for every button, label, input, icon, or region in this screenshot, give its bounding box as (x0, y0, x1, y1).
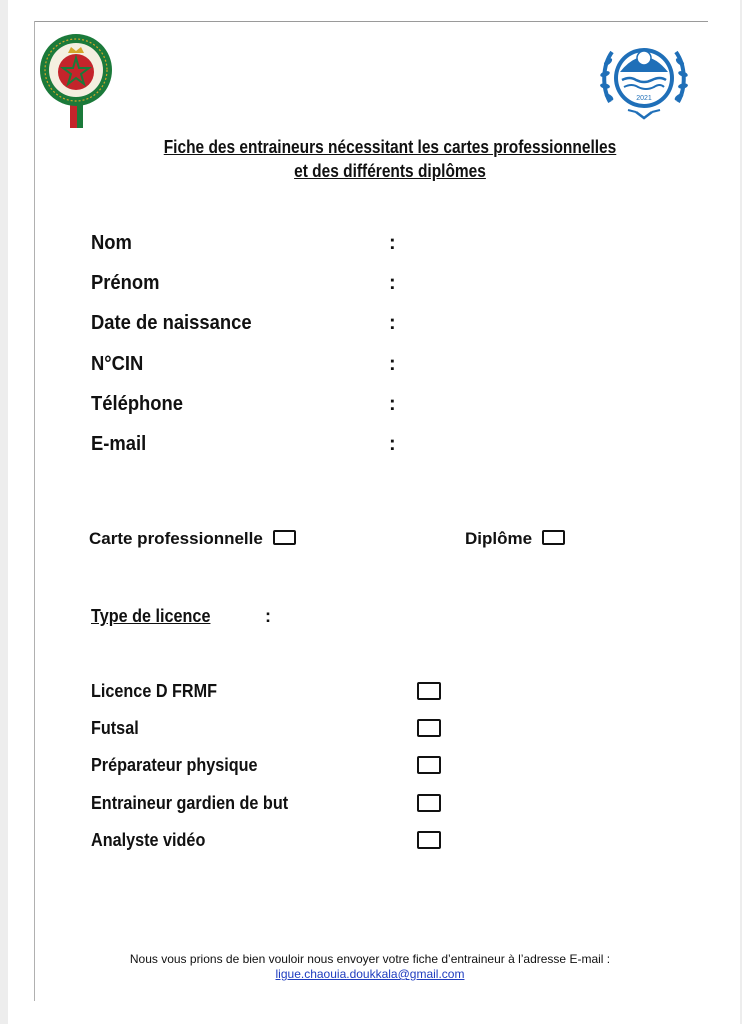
page-top-border (34, 21, 708, 22)
field-cin[interactable] (91, 350, 471, 378)
document-title (100, 135, 680, 183)
field-colon: : (389, 312, 396, 334)
title-line-1: Fiche des entraineurs nécessitant les cartes professionnelles (163, 137, 617, 157)
licence-option-label: Futsal (91, 718, 139, 738)
licence-option-checkbox[interactable] (417, 794, 441, 812)
contact-email-link[interactable]: ligue.chaouia.doukkala@gmail.com (275, 967, 465, 981)
frmf-crest-icon (38, 32, 114, 132)
title-line-2: et des différents diplômes (294, 161, 486, 181)
licence-option[interactable] (91, 827, 471, 853)
carte-professionnelle-option[interactable] (89, 528, 296, 550)
field-colon: : (389, 433, 396, 455)
field-nom[interactable] (91, 229, 471, 257)
svg-text:FRMF: FRMF (66, 97, 86, 104)
carte-professionnelle-checkbox[interactable] (273, 530, 296, 545)
licence-type-colon: : (265, 606, 271, 626)
footer-text: Nous vous prions de bien vouloir nous envoyer votre fiche d’entraineur à l’adresse E-mail : (129, 952, 611, 966)
field-label: Date de naissance (91, 312, 252, 334)
licence-option-label: Licence D FRMF (91, 681, 218, 701)
licence-option-label: Analyste vidéo (91, 830, 206, 850)
licence-option-checkbox[interactable] (417, 756, 441, 774)
field-colon: : (389, 353, 396, 375)
crest-year: 2021 (636, 95, 652, 102)
footer-note (60, 952, 680, 982)
diplome-label: Diplôme (465, 529, 533, 548)
licence-option[interactable] (91, 678, 471, 704)
field-telephone[interactable] (91, 390, 471, 418)
licence-option-checkbox[interactable] (417, 719, 441, 737)
field-date-de-naissance[interactable] (91, 309, 471, 337)
licence-option[interactable] (91, 752, 471, 778)
diplome-checkbox[interactable] (542, 530, 565, 545)
page-left-border (34, 21, 35, 1001)
field-email[interactable] (91, 430, 471, 458)
field-label: Nom (91, 232, 132, 254)
licence-option[interactable] (91, 715, 471, 741)
field-prenom[interactable] (91, 269, 471, 297)
field-label: Prénom (91, 272, 160, 294)
licence-type-title: Type de licence (91, 606, 211, 626)
field-label: N°CIN (91, 353, 144, 375)
licence-type-heading (91, 604, 271, 628)
field-label: E-mail (91, 433, 147, 455)
ligue-crest-icon (596, 32, 692, 124)
field-colon: : (389, 393, 396, 415)
licence-option-label: Entraineur gardien de but (91, 793, 289, 813)
licence-option[interactable] (91, 790, 471, 816)
licence-option-label: Préparateur physique (91, 755, 258, 775)
field-label: Téléphone (91, 393, 184, 415)
field-colon: : (389, 232, 396, 254)
diplome-option[interactable] (465, 528, 565, 550)
field-colon: : (389, 272, 396, 294)
licence-option-checkbox[interactable] (417, 831, 441, 849)
carte-professionnelle-label: Carte professionnelle (89, 529, 263, 548)
licence-option-checkbox[interactable] (417, 682, 441, 700)
